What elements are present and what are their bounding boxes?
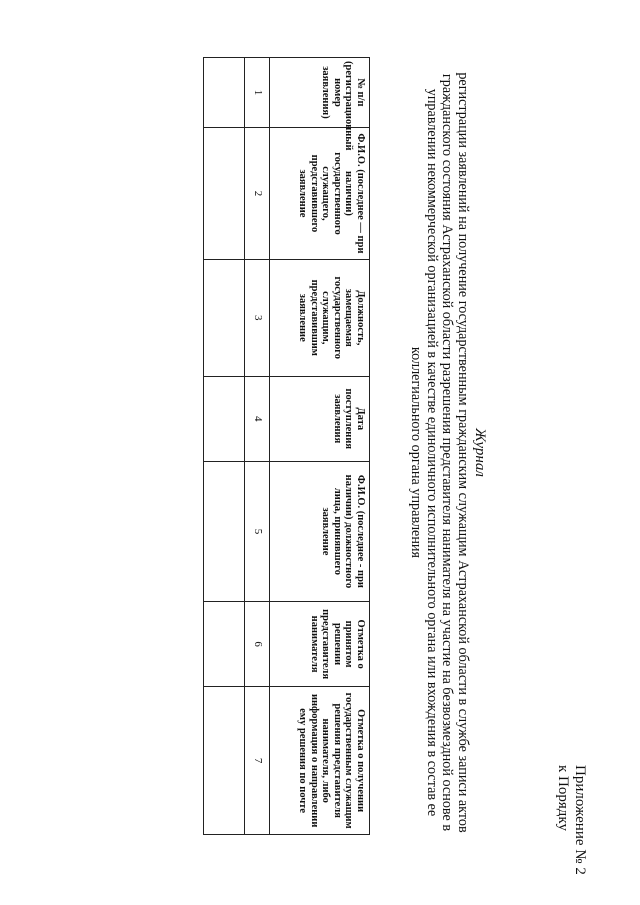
- column-number: 6: [245, 601, 270, 686]
- column-number: 3: [245, 260, 270, 377]
- empty-cell: [204, 462, 245, 602]
- empty-cell: [204, 601, 245, 686]
- appendix-line-1: Приложение № 2: [572, 765, 588, 875]
- table-empty-row: [204, 58, 245, 835]
- column-number: 1: [245, 58, 270, 128]
- column-number: 7: [245, 687, 270, 835]
- empty-cell: [204, 58, 245, 128]
- header-decision-mark: Отметка о принятом решении представителя нанимателя: [270, 601, 370, 686]
- column-number: 4: [245, 376, 270, 461]
- column-number: 5: [245, 462, 270, 602]
- appendix-note: [554, 765, 588, 885]
- table-header-row: [270, 58, 370, 835]
- column-number: 2: [245, 127, 270, 259]
- header-official-name: Ф.И.О. (последнее - при наличии) должностного лица, принявшего заявление: [270, 462, 370, 602]
- header-reg-number: № п/п (регистрационный номер заявления): [270, 58, 370, 128]
- table-number-row: [245, 58, 270, 835]
- header-position: Должность, замещаемая государственного служащим, представившим заявление: [270, 260, 370, 377]
- empty-cell: [204, 127, 245, 259]
- header-receipt-mark: Отметка о получении государственным служащим решения представителя нанимателя, либо информация о направлении ему решения по почте: [270, 687, 370, 835]
- registration-table: [203, 57, 370, 835]
- empty-cell: [204, 376, 245, 461]
- header-employee-name: Ф.И.О. (последнее — при наличии) государственного служащего, представившего заявление: [270, 127, 370, 259]
- empty-cell: [204, 260, 245, 377]
- appendix-line-2: к Порядку: [555, 765, 571, 831]
- empty-cell: [204, 687, 245, 835]
- header-receipt-date: Дата поступления заявления: [270, 376, 370, 461]
- journal-title: Журнал: [472, 428, 488, 477]
- journal-subtitle: регистрации заявлений на получение государственным гражданским служащим Астраханской области в службе записи актов гражданского состояния Астраханской области разрешения представителя нанимателя на участие на безвозмездной основе в управлении некоммерческой организацией в качестве единоличного исполнительного органа или вхождения в состав ее коллегиального органа управления: [408, 72, 471, 833]
